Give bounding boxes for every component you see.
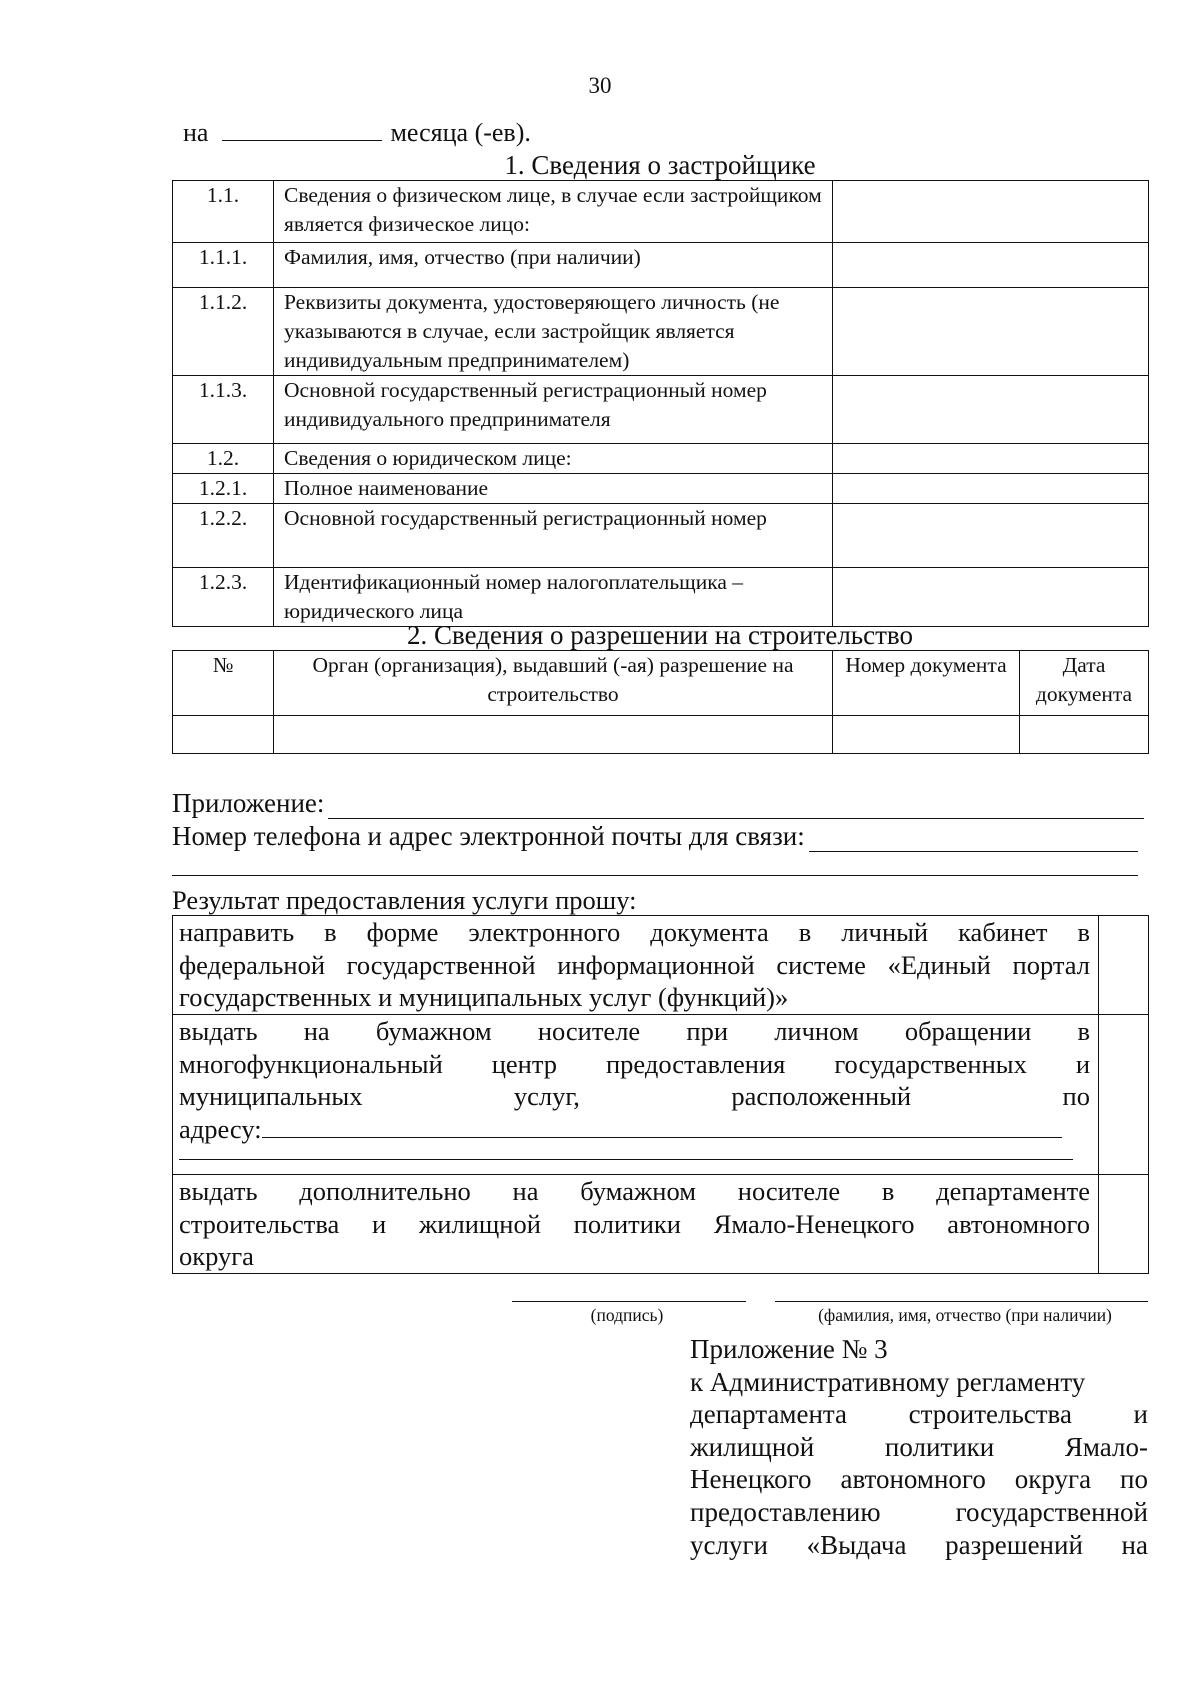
signature-line[interactable] bbox=[512, 1301, 746, 1302]
table-row bbox=[173, 181, 1149, 243]
appendix-line: услуги «Выдача разрешений на bbox=[690, 1529, 1148, 1560]
row-number: 1.2.3. bbox=[173, 568, 274, 627]
result-options-table bbox=[172, 915, 1149, 1274]
table-header-row bbox=[173, 651, 1149, 716]
row-label: Фамилия, имя, отчество (при наличии) bbox=[274, 243, 833, 288]
contact-field[interactable] bbox=[809, 827, 1138, 852]
attachment-line bbox=[172, 788, 1144, 819]
attachment-field[interactable] bbox=[328, 794, 1144, 819]
option-line: строительства и жилищной политики Ямало-Ненецкого автономного bbox=[179, 1208, 1090, 1239]
cell-authority[interactable] bbox=[274, 716, 833, 754]
appendix-line: Ненецкого автономного округа по bbox=[690, 1464, 1148, 1495]
cell-number[interactable] bbox=[173, 716, 274, 754]
row-value-cell[interactable] bbox=[833, 568, 1149, 627]
row-number: 1.1.1. bbox=[173, 243, 274, 288]
row-number: 1.2.2. bbox=[173, 504, 274, 568]
contact-continuation-line[interactable] bbox=[172, 875, 1138, 876]
col-header-authority: Орган (организация), выдавший (-ая) разрешение на строительство bbox=[274, 651, 833, 716]
option-line: выдать на бумажном носителе при личном обращении в bbox=[179, 1016, 1090, 1046]
signature-caption: (подпись) bbox=[590, 1305, 664, 1325]
option-mfc-checkbox[interactable] bbox=[1099, 1015, 1149, 1175]
appendix-line: жилищной политики Ямало- bbox=[690, 1431, 1148, 1462]
row-label: Полное наименование bbox=[274, 474, 833, 504]
option-line: многофункциональный центр предоставления государственных и bbox=[179, 1048, 1090, 1079]
row-label: Основной государственный регистрационный номер bbox=[274, 504, 833, 568]
row-label: Идентификационный номер налогоплательщика – юридического лица bbox=[274, 568, 833, 627]
term-blank-field[interactable] bbox=[222, 118, 382, 141]
col-header-doc-number: Номер документа bbox=[833, 651, 1020, 716]
appendix-line: к Административному регламенту bbox=[690, 1366, 1086, 1397]
cell-doc-number[interactable] bbox=[833, 716, 1020, 754]
table-row bbox=[173, 716, 1149, 754]
option-electronic-checkbox[interactable] bbox=[1099, 916, 1149, 1015]
page-number: 30 bbox=[588, 73, 612, 98]
term-suffix: месяца (-ев). bbox=[390, 118, 531, 147]
name-line[interactable] bbox=[775, 1301, 1148, 1302]
row-value-cell[interactable] bbox=[833, 288, 1149, 376]
option-address-line bbox=[179, 1113, 1090, 1146]
col-header-number: № bbox=[173, 651, 274, 716]
table-row bbox=[173, 568, 1149, 627]
option-row bbox=[173, 916, 1149, 1015]
appendix-line: предоставлению государственной bbox=[690, 1496, 1148, 1527]
permit-info-table bbox=[172, 650, 1149, 754]
attachment-label: Приложение: bbox=[172, 788, 325, 818]
option-line: округа bbox=[179, 1241, 254, 1271]
name-caption: (фамилия, имя, отчество (при наличии) bbox=[818, 1305, 1112, 1325]
term-line bbox=[183, 118, 531, 148]
table-row bbox=[173, 474, 1149, 504]
option-electronic-text bbox=[173, 916, 1099, 1015]
option-line: муниципальных услуг, расположенный по bbox=[179, 1081, 1090, 1111]
section2-title: 2. Сведения о разрешении на строительство bbox=[407, 620, 913, 650]
option-line: государственных и муниципальных услуг (функций)» bbox=[179, 982, 789, 1012]
row-value-cell[interactable] bbox=[833, 181, 1149, 243]
term-prefix: на bbox=[183, 118, 209, 147]
address-label: адресу: bbox=[179, 1113, 262, 1144]
row-number: 1.2. bbox=[173, 444, 274, 474]
table-row bbox=[173, 288, 1149, 376]
col-header-doc-date: Дата документа bbox=[1020, 651, 1149, 716]
row-number: 1.1.2. bbox=[173, 288, 274, 376]
row-number: 1.1.3. bbox=[173, 376, 274, 444]
row-value-cell[interactable] bbox=[833, 474, 1149, 504]
row-number: 1.2.1. bbox=[173, 474, 274, 504]
appendix-line: департамента строительства и bbox=[690, 1399, 1148, 1430]
cell-doc-date[interactable] bbox=[1020, 716, 1149, 754]
table-row bbox=[173, 504, 1149, 568]
option-department-checkbox[interactable] bbox=[1099, 1175, 1149, 1274]
row-label: Основной государственный регистрационный номер индивидуального предпринимателя bbox=[274, 376, 833, 444]
option-line: федеральной государственной информационной системе «Единый портал bbox=[179, 949, 1090, 980]
section1-title: 1. Сведения о застройщике bbox=[504, 150, 816, 180]
row-value-cell[interactable] bbox=[833, 444, 1149, 474]
option-line: направить в форме электронного документа в личный кабинет в bbox=[179, 917, 1090, 947]
option-department-text bbox=[173, 1175, 1099, 1274]
table-row bbox=[173, 243, 1149, 288]
appendix-block bbox=[690, 1333, 1148, 1561]
table-row bbox=[173, 444, 1149, 474]
row-label: Сведения о физическом лице, в случае если застройщиком является физическое лицо: bbox=[274, 181, 833, 243]
row-label: Реквизиты документа, удостоверяющего личность (не указываются в случае, если застройщик является индивидуальным предпринимателем) bbox=[274, 288, 833, 376]
row-label: Сведения о юридическом лице: bbox=[274, 444, 833, 474]
option-mfc-text bbox=[173, 1015, 1099, 1175]
address-field[interactable] bbox=[262, 1117, 1062, 1138]
developer-info-table bbox=[172, 180, 1149, 627]
row-value-cell[interactable] bbox=[833, 243, 1149, 288]
option-row bbox=[173, 1175, 1149, 1274]
address-field-continuation[interactable] bbox=[179, 1149, 1073, 1160]
option-row bbox=[173, 1015, 1149, 1175]
row-value-cell[interactable] bbox=[833, 504, 1149, 568]
table-row bbox=[173, 376, 1149, 444]
result-label: Результат предоставления услуги прошу: bbox=[172, 885, 637, 915]
appendix-title: Приложение № 3 bbox=[690, 1334, 888, 1364]
row-number: 1.1. bbox=[173, 181, 274, 243]
contact-label: Номер телефона и адрес электронной почты для связи: bbox=[172, 821, 805, 851]
option-line: выдать дополнительно на бумажном носителе в департаменте bbox=[179, 1176, 1090, 1206]
contact-line bbox=[172, 821, 1138, 852]
row-value-cell[interactable] bbox=[833, 376, 1149, 444]
